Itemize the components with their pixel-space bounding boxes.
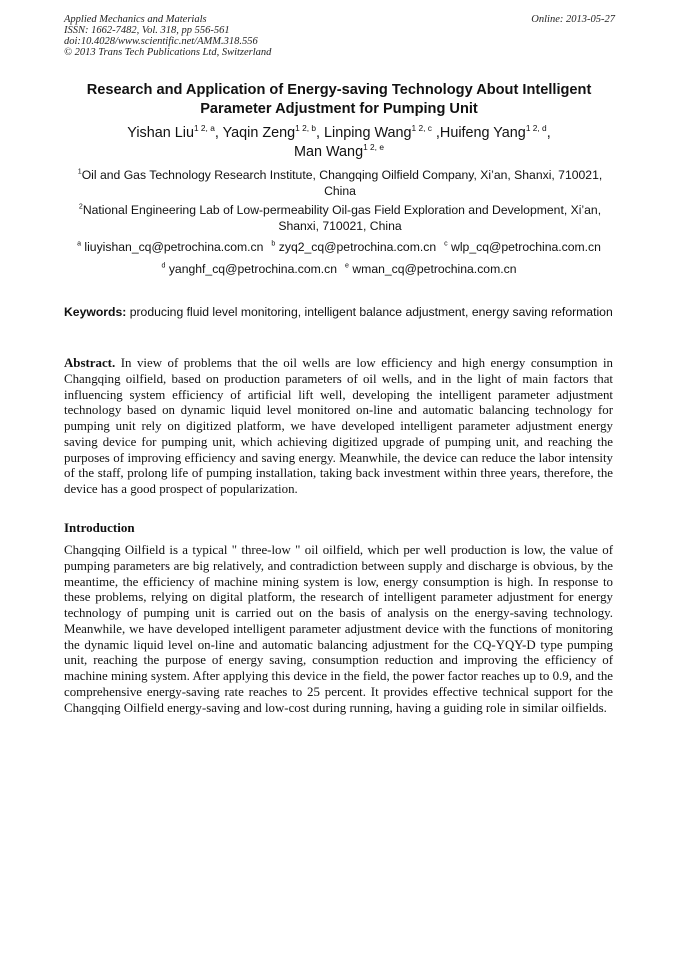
author-name: Yishan Liu	[127, 125, 194, 141]
author-separator: ,	[214, 125, 223, 141]
title-line-1: Research and Application of Energy-saving Technology About Intelligent	[86, 82, 592, 98]
affiliation-text: National Engineering Lab of Low-permeability Oil-gas Field Exploration and Development, Xi’an, Shanxi, 710021, China	[82, 203, 602, 233]
introduction-paragraph: Changqing Oilfield is a typical " three-low " oil oilfield, which per well production is low, the value of pumping parameters are big relatively, and contradiction between supply and discharge is obvious, by the meantime, the efficiency of machine mining system is low, energy consumption is high. In response to these problems, relying on digital platform, the research of intelligent parameter adjustment for energy technology of pumping unit is carried out on the basis of analysis on the energy-saving technology. Meanwhile, we have developed intelligent parameter adjustment device with the functions of monitoring the dynamic liquid level on-line and automatic balancing adjustment for the CQ-YQY-D type pumping unit, reaching the purpose of energy saving, consumption reduction and improving the efficiency of machine mining system. After applying this device in the field, the power factor reaches up to 0.9, and the comprehensive energy-saving rate reaches to 25 percent. It provides effective technical support for the Changqing Oilfield energy-saving and low-cost during running, having a guiding role in similar oilfields.	[64, 543, 613, 715]
email-address[interactable]: wlp_cq@petrochina.com.cn	[451, 240, 601, 254]
author-name: Linping Wang	[324, 125, 412, 141]
email-address[interactable]: yanghf_cq@petrochina.com.cn	[168, 262, 338, 276]
copyright-line: © 2013 Trans Tech Publications Ltd, Switzerland	[64, 47, 272, 58]
abstract-label: Abstract.	[64, 356, 116, 370]
issn-line: ISSN: 1662-7482, Vol. 318, pp 556-561	[64, 25, 230, 36]
author-name: Man Wang	[294, 144, 364, 160]
journal-header	[64, 14, 271, 58]
author-affil-sup: 1 2, b	[295, 122, 317, 133]
affiliation-2	[64, 203, 616, 235]
paper-title	[58, 81, 620, 118]
author-affil-sup: 1 2, a	[193, 122, 215, 133]
email-sup: e	[345, 262, 349, 270]
abstract-text: In view of problems that the oil wells are low efficiency and high energy consumption in Changqing oilfield, based on production parameters of oil wells, and in the light of main factors that influencing system efficiency of artificial lift well, developing the intelligent parameter adjustment technology based on dynamic liquid level monitored on-line and automatic balancing technology for pumping unit rely on digitized platform, we have developed intelligent parameter adjustment energy saving device for pumping unit, which achieving digitized upgrade of pumping unit, and reaching the purposes of improving efficiency and saving energy. Meanwhile, the device can reduce the labor intensity of the staff, prolong life of pumping installation, taking back investment within three years, therefore, the device has a good prospect of popularization.	[64, 356, 613, 496]
title-line-2: Parameter Adjustment for Pumping Unit	[200, 100, 478, 117]
author-name: Yaqin Zeng	[222, 125, 296, 141]
keywords-label: Keywords:	[64, 305, 127, 319]
author-affil-sup: 1 2, d	[525, 122, 547, 133]
email-line-2	[58, 262, 620, 277]
doi-line: doi:10.4028/www.scientific.net/AMM.318.556	[64, 36, 258, 47]
email-sup: d	[161, 262, 166, 270]
keywords-text: producing fluid level monitoring, intelligent balance adjustment, energy saving reformation	[129, 305, 613, 319]
affiliation-number: 1	[77, 168, 82, 176]
author-name: Huifeng Yang	[439, 125, 526, 141]
email-address[interactable]: liuyishan_cq@petrochina.com.cn	[84, 240, 264, 254]
keywords-block	[64, 305, 613, 320]
email-address[interactable]: zyq2_cq@petrochina.com.cn	[278, 240, 437, 254]
affiliation-1	[64, 168, 616, 200]
author-affil-sup: 1 2, c	[411, 122, 432, 133]
author-line-2	[58, 143, 620, 162]
journal-name: Applied Mechanics and Materials	[64, 14, 207, 25]
affiliation-text: Oil and Gas Technology Research Institute, Changqing Oilfield Company, Xi’an, Shanxi, 710021, China	[81, 168, 603, 198]
online-date	[531, 14, 615, 25]
email-address[interactable]: wman_cq@petrochina.com.cn	[352, 262, 517, 276]
affiliation-number: 2	[78, 203, 83, 211]
author-affil-sup: 1 2, e	[363, 141, 384, 152]
author-separator: ,	[431, 125, 440, 141]
author-line-1	[58, 124, 620, 143]
author-list	[58, 124, 620, 162]
email-sup: b	[271, 240, 276, 248]
author-separator: ,	[546, 125, 551, 141]
author-separator: ,	[316, 125, 325, 141]
section-heading-introduction: Introduction	[64, 520, 135, 535]
abstract-block	[64, 356, 613, 498]
email-sup: c	[444, 240, 448, 248]
online-date-text: Online: 2013-05-27	[531, 14, 615, 25]
email-sup: a	[77, 240, 81, 248]
email-line-1	[58, 240, 620, 255]
